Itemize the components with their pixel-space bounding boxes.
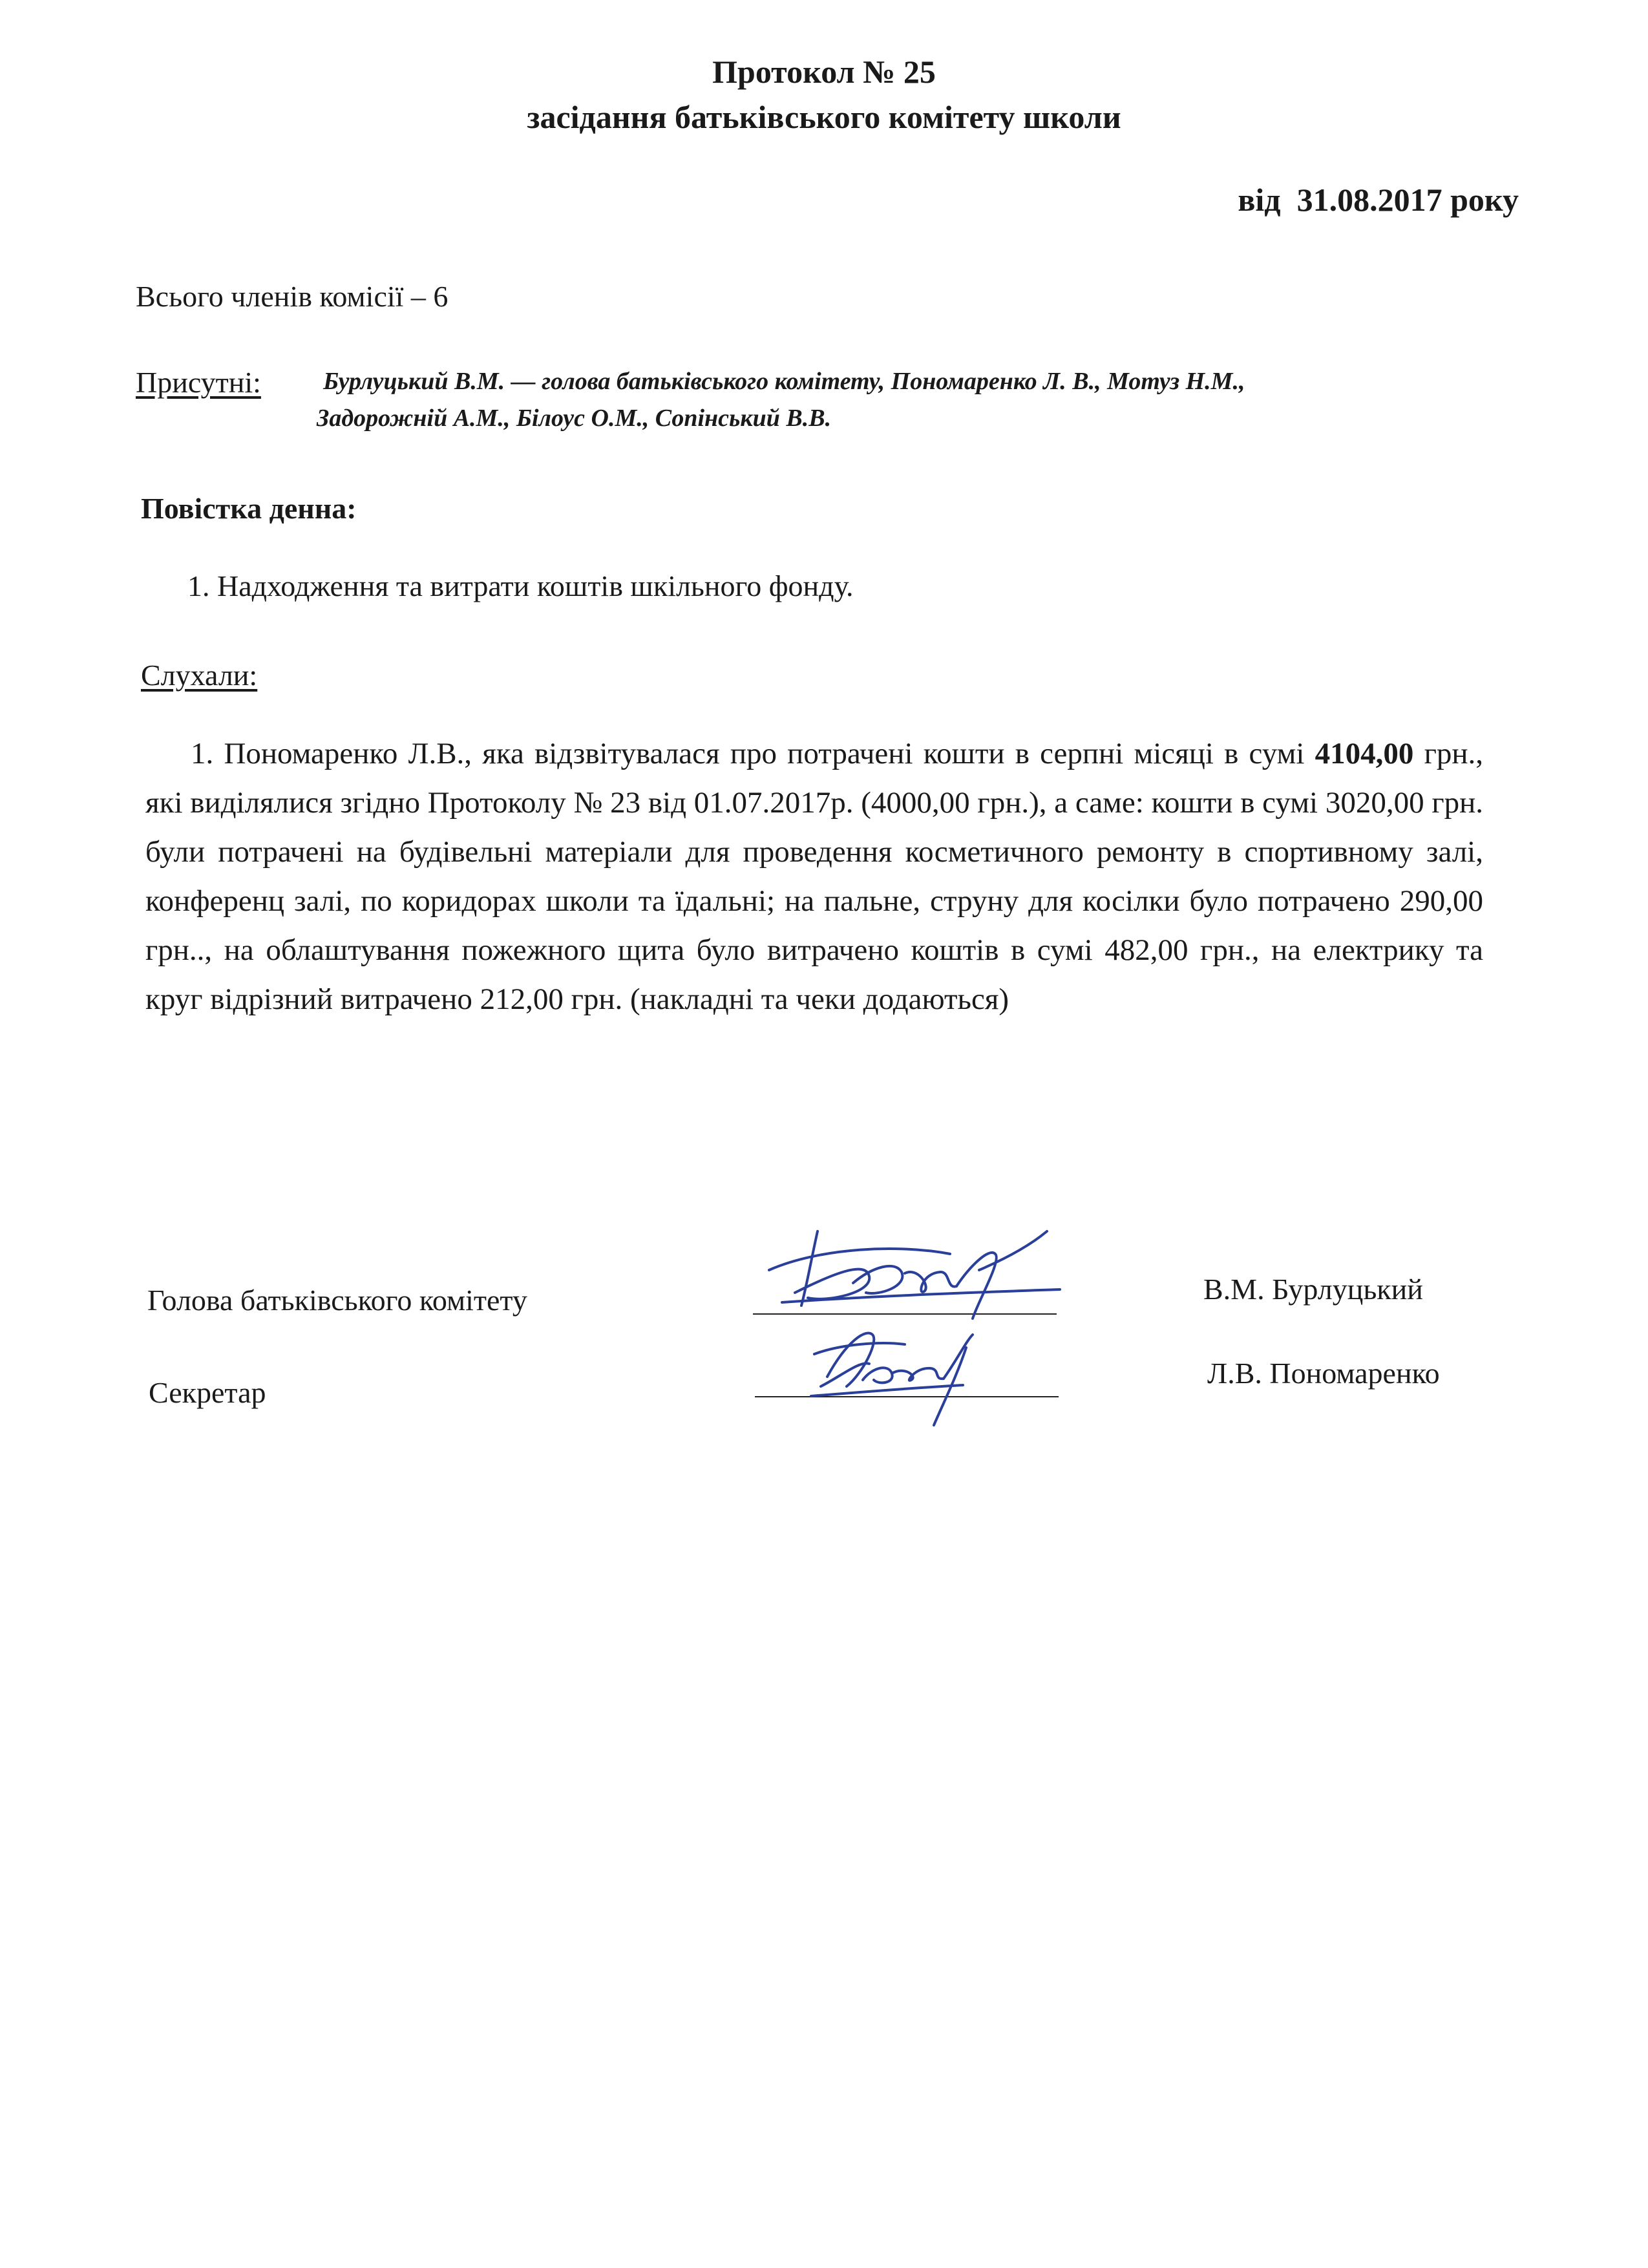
heard-paragraph-end: грн., які виділялися згідно Протоколу № 23 від 01.07.2017р. (4000,00 грн.), а саме: кошти в сумі 3020,00 грн. були потрачені на будівельні матеріали для проведення косметичного ремонту в спортивному залі, конференц залі, по коридорах школи та їдальні; на пальне, струну для косілки було потрачено 290,00 грн.., на облаштування пожежного щита було витрачено коштів в сумі 482,00 грн., на електрику та круг відрізний витрачено 212,00 грн. (накладні та чеки додаються) xyxy=(145,737,1483,1016)
heard-amount: 4104,00 xyxy=(1315,737,1414,770)
present-list-line1: Бурлуцький В.М. — голова батьківського комітету, Пономаренко Л. В., Мотуз Н.М., xyxy=(323,368,1245,395)
date-prefix: від xyxy=(1238,182,1281,218)
document-title: Протокол № 25 xyxy=(712,54,936,90)
date-value: 31.08.2017 року xyxy=(1296,182,1519,218)
agenda-item: 1. Надходження та витрати коштів шкільного фонду. xyxy=(187,569,854,602)
signature-role-secretary: Секретар xyxy=(149,1376,266,1409)
document-date xyxy=(1238,181,1519,218)
handwritten-signature-chair xyxy=(756,1222,1079,1325)
members-total: Всього членів комісії – 6 xyxy=(136,280,449,313)
document-subtitle: засідання батьківського комітету школи xyxy=(527,99,1121,135)
agenda-heading: Повістка денна: xyxy=(141,492,357,525)
signature-name-chair: В.М. Бурлуцький xyxy=(1203,1273,1423,1306)
heard-paragraph xyxy=(145,729,1483,1024)
present-list-line2: Задорожній А.М., Білоус О.М., Сопінський В.В. xyxy=(317,405,832,432)
present-label: Присутні: xyxy=(136,366,261,399)
heard-paragraph-start: 1. Пономаренко Л.В., яка відзвітувалася про потрачені кошти в серпні місяці в сумі xyxy=(191,737,1315,770)
heard-label: Слухали: xyxy=(141,659,258,692)
signature-role-chair: Голова батьківського комітету xyxy=(147,1284,527,1317)
handwritten-signature-secretary xyxy=(801,1315,982,1428)
signature-name-secretary: Л.В. Пономаренко xyxy=(1207,1357,1440,1390)
